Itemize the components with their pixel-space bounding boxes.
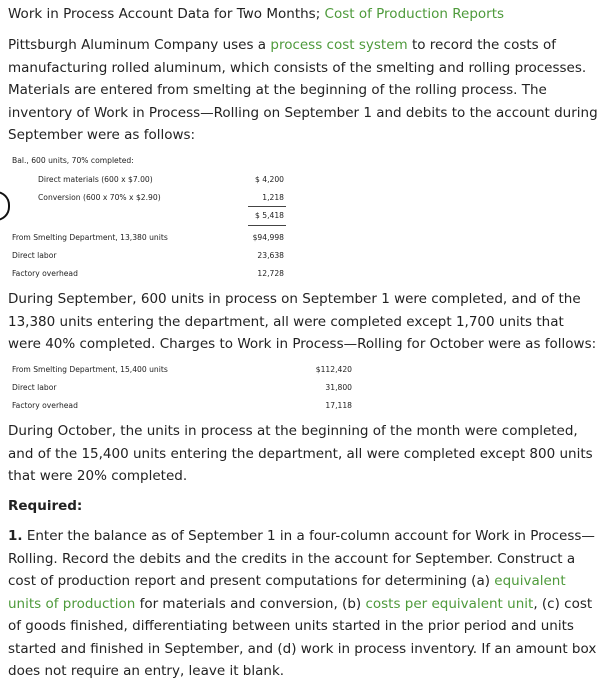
oh-value: 12,728 — [257, 269, 284, 278]
oct-smelt-label: From Smelting Department, 15,400 units — [12, 365, 168, 374]
oct-oh-value: 17,118 — [325, 401, 352, 410]
intro-text-2: to record the costs of manufacturing rolled aluminum, which consists of the smelting and rolling processes. Materials are entered from smelting at the beginning of the rolling process. The inventory of Work in Process—Rolling on September 1 and debits to the account during September were as follows: — [8, 37, 598, 143]
title-text: Work in Process Account Data for Two Months; — [8, 6, 325, 22]
req1-text-1: Enter the balance as of September 1 in a four-column account for Work in Process—Rolling. Record the debits and the credits in the account for September. Construct a cost of production report and present computations for determining (a) — [8, 528, 595, 589]
dm-label: Direct materials (600 x $7.00) — [38, 175, 153, 184]
oct-smelt-value: $112,420 — [315, 365, 352, 374]
oct-labor-value: 31,800 — [325, 383, 352, 392]
conv-label: Conversion (600 x 70% x $2.90) — [38, 193, 161, 202]
cost-per-equivalent-unit-link[interactable]: costs per equivalent unit — [365, 595, 534, 612]
bal-label: Bal., 600 units, 70% completed: — [12, 156, 134, 165]
intro-text-1: Pittsburgh Aluminum Company uses a — [8, 37, 271, 53]
labor-label: Direct labor — [12, 251, 57, 260]
conv-value: 1,218 — [262, 193, 284, 202]
req1-text-2: for materials and conversion, (b) — [135, 595, 366, 612]
october-paragraph: During October, the units in process at the beginning of the month were completed, and of the 15,400 units entering the department, all were completed except 800 units that were 20% completed. — [8, 423, 593, 484]
oct-labor-label: Direct labor — [12, 383, 57, 392]
requirement-number: 1. — [8, 528, 23, 544]
required-heading: Required: — [8, 498, 83, 514]
smelt-label: From Smelting Department, 13,380 units — [12, 233, 168, 242]
bracket-mark — [0, 191, 10, 221]
labor-value: 23,638 — [257, 251, 284, 260]
total-rule — [248, 225, 286, 226]
oh-label: Factory overhead — [12, 269, 78, 278]
subtotal-rule — [248, 206, 286, 207]
smelt-value: $94,998 — [252, 233, 284, 242]
requirement-1 — [8, 525, 600, 683]
title-link[interactable]: Cost of Production Reports — [324, 6, 505, 22]
equivalent-units-link[interactable]: equivalent units of production — [8, 573, 566, 612]
page-title — [8, 5, 504, 23]
bal-total: $ 5,418 — [255, 211, 284, 220]
process-cost-system-link[interactable]: process cost system — [270, 37, 408, 53]
intro-paragraph — [8, 34, 600, 147]
dm-value: $ 4,200 — [255, 175, 284, 184]
req1-text-3: , (c) cost of goods finished, differentiating between units started in the prior period and units started and finished in September, and (d) work in process inventory. If an amount box does not require an entry, leave it blank. — [8, 595, 597, 679]
september-paragraph: During September, 600 units in process on September 1 were completed, and of the 13,380 units entering the department, all were completed except 1,700 units that were 40% completed. Charges to Work in Process—Rolling for October were as follows: — [8, 291, 597, 352]
oct-oh-label: Factory overhead — [12, 401, 78, 410]
